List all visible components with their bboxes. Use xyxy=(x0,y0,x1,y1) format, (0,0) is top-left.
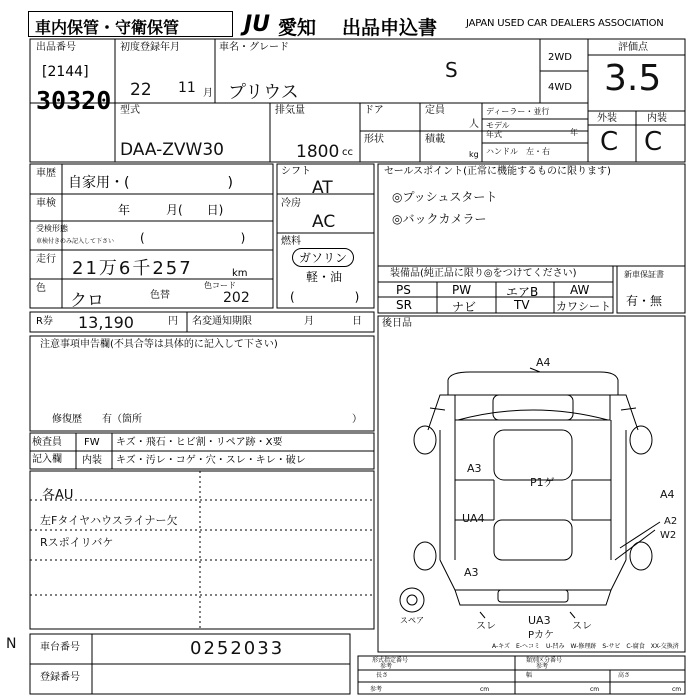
damage-mark: スレ xyxy=(476,621,496,632)
capacity-unit: 人 xyxy=(469,119,479,130)
length-label: 長さ xyxy=(376,672,389,679)
remark-line: Rスポイリバケ xyxy=(40,536,114,549)
lot-sub-number: [2144] xyxy=(42,64,89,80)
reception-label: 受検形態 xyxy=(36,224,68,233)
mileage-label: 走行 xyxy=(36,254,56,265)
remark-line: 左Fタイヤハウスライナー欠 xyxy=(40,514,178,527)
exterior-grade: C xyxy=(600,127,619,157)
notes-label: 注意事項申告欄(不具合等は具体的に記入して下さい) xyxy=(40,339,278,350)
option-pw: PW xyxy=(452,283,472,297)
history-value: 自家用・( ) xyxy=(68,175,233,191)
repair-history-close: ） xyxy=(352,414,362,425)
remark-line: 各AU xyxy=(42,488,74,503)
type-number-label: 形式指定番号 xyxy=(372,657,409,664)
ac: AC xyxy=(312,212,336,232)
registration-number-label: 登録番号 xyxy=(40,672,80,683)
inspector-label-1: 検査員 xyxy=(32,437,62,448)
spare-label: スペア xyxy=(400,616,424,625)
sales-point-item: ◎プッシュスタート xyxy=(392,190,498,204)
damage-mark: A3 xyxy=(467,462,482,475)
inspector-row1-items: キズ・飛石・ヒビ割・リペア跡・X要 xyxy=(116,437,283,448)
option-navi: ナビ xyxy=(452,300,477,314)
load-label: 積載 xyxy=(425,134,445,145)
cm-unit: cm xyxy=(480,686,490,693)
repaint-label: 色替 xyxy=(150,290,170,301)
damage-mark: スレ xyxy=(572,621,592,632)
car-name: プリウス xyxy=(228,82,299,103)
width-label: 幅 xyxy=(526,672,533,679)
registration-year: 22 xyxy=(130,80,152,100)
car-name-label: 車名・グレード xyxy=(219,42,289,53)
ac-label: 冷房 xyxy=(281,198,301,209)
damage-mark: A4 xyxy=(660,488,675,501)
inspector-row1-head: FW xyxy=(84,437,100,448)
fuel-label: 燃料 xyxy=(281,236,301,247)
damage-mark: P1ゲ xyxy=(530,476,555,489)
rating-label: 評価点 xyxy=(618,42,648,53)
storage-stamp-text: 車内保管・守衛保管 xyxy=(35,18,180,37)
reference-label-2: 参考 xyxy=(536,663,549,670)
options-label: 装備品(純正品に限り◎をつけてください) xyxy=(390,268,577,279)
chassis-number: 0252033 xyxy=(190,638,285,659)
sales-point-item: ◎バックカメラー xyxy=(392,212,487,226)
org-english-name: JAPAN USED CAR DEALERS ASSOCIATION xyxy=(466,18,664,29)
cm-unit: cm xyxy=(672,686,682,693)
damage-mark: W2 xyxy=(660,530,677,541)
color-code: 202 xyxy=(223,290,250,306)
damage-mark: A3 xyxy=(464,566,479,579)
inspector-row2-items: キズ・汚レ・コゲ・穴・スレ・キレ・破レ xyxy=(116,455,306,466)
class-number-label: 類別区分番号 xyxy=(526,657,563,664)
option-ps: PS xyxy=(396,283,411,297)
name-change-month: 月 xyxy=(304,316,314,327)
color-code-label: 色コード xyxy=(204,281,236,290)
car-body-diagram xyxy=(400,368,660,618)
color: クロ xyxy=(70,291,104,311)
option-aw: AW xyxy=(570,283,590,297)
recycle-amount: 13,190 xyxy=(78,313,134,332)
damage-mark: A4 xyxy=(536,356,551,369)
height-label: 高さ xyxy=(618,672,631,679)
mileage-unit: km xyxy=(232,268,248,279)
drive-2wd: 2WD xyxy=(548,52,572,63)
model-year-label: モデル 年式 xyxy=(486,121,510,139)
car-grade: S xyxy=(445,58,458,82)
interior-label: 内装 xyxy=(647,113,667,124)
damage-legend: A-キズ E-ヘコミ U-凹み W-修理跡 S-サビ C-腐食 XX-交換済 xyxy=(492,643,679,650)
ju-logo: JU xyxy=(244,12,271,37)
chassis-label: 車台番号 xyxy=(40,642,80,653)
mileage: 21万6千257 xyxy=(72,258,193,279)
recycle-label: R券 xyxy=(36,316,53,327)
handle-label: ハンドル 左・右 xyxy=(486,147,550,156)
load-unit: kg xyxy=(469,150,479,159)
side-mark: N xyxy=(6,636,17,652)
displacement-unit: cc xyxy=(342,147,353,158)
lot-number-label: 出品番号 xyxy=(36,42,76,53)
first-registration-label: 初度登録年月 xyxy=(120,42,180,53)
registration-month-unit: 月 xyxy=(203,88,213,99)
reception-value: ( ) xyxy=(140,231,246,245)
inspector-label-2: 記入欄 xyxy=(32,454,62,465)
warranty-value: 有・無 xyxy=(626,294,663,308)
shift: AT xyxy=(312,178,333,198)
capacity-label: 定員 xyxy=(425,105,445,116)
registration-month: 11 xyxy=(178,80,196,96)
interior-grade: C xyxy=(644,127,663,157)
form-title: 出品申込書 xyxy=(342,17,438,39)
dealer-label: ディーラー・並行 xyxy=(486,107,550,116)
shape-label: 形状 xyxy=(364,134,384,145)
history-label: 車歴 xyxy=(36,168,56,179)
inspection-value: 年 月( 日) xyxy=(118,203,224,217)
color-label: 色 xyxy=(36,283,46,294)
fuel-other: ( ) xyxy=(290,290,360,304)
drive-4wd: 4WD xyxy=(548,82,572,93)
lot-number: 30320 xyxy=(36,86,112,115)
name-change-day: 日 xyxy=(352,316,362,327)
reception-note: 車検付きのみ記入して下さい xyxy=(36,238,115,245)
damage-mark: UA4 xyxy=(462,512,485,525)
cm-unit: cm xyxy=(590,686,600,693)
inspector-row2-head: 内装 xyxy=(82,455,102,466)
damage-mark: UA3 xyxy=(528,614,551,627)
displacement-label: 排気量 xyxy=(275,105,305,116)
exterior-label: 外装 xyxy=(597,113,617,124)
option-airbag: エアB xyxy=(506,285,539,299)
inspection-label: 車検 xyxy=(36,198,56,209)
fuel-diesel: 軽・油 xyxy=(306,270,343,284)
option-tv: TV xyxy=(514,298,530,312)
repair-history-label: 修復歴 有（箇所 xyxy=(52,414,142,425)
recycle-unit: 円 xyxy=(168,316,178,327)
sales-point-label: セールスポイント(正常に機能するものに限ります) xyxy=(384,166,611,177)
option-sr: SR xyxy=(396,298,412,312)
door-label: ドア xyxy=(364,105,384,116)
year-unit: 年 xyxy=(570,128,578,137)
model-code-label: 型式 xyxy=(120,105,140,116)
reference-label-3: 参考 xyxy=(370,686,383,693)
model-code: DAA-ZVW30 xyxy=(120,140,225,160)
shift-label: シフト xyxy=(281,166,311,177)
rating-score: 3.5 xyxy=(604,58,662,99)
later-item-label: 後日品 xyxy=(382,318,412,329)
option-leather-seat: カワシート xyxy=(556,300,611,313)
name-change-label: 名変通知期限 xyxy=(192,316,252,327)
warranty-label: 新車保証書 xyxy=(624,270,664,279)
org-name: 愛知 xyxy=(278,17,317,39)
fuel-gas: ガソリン xyxy=(292,248,354,267)
reference-label-1: 参考 xyxy=(380,663,393,670)
damage-mark: Pカケ xyxy=(528,630,555,641)
damage-mark: A2 xyxy=(664,516,678,527)
displacement: 1800 xyxy=(296,142,340,162)
